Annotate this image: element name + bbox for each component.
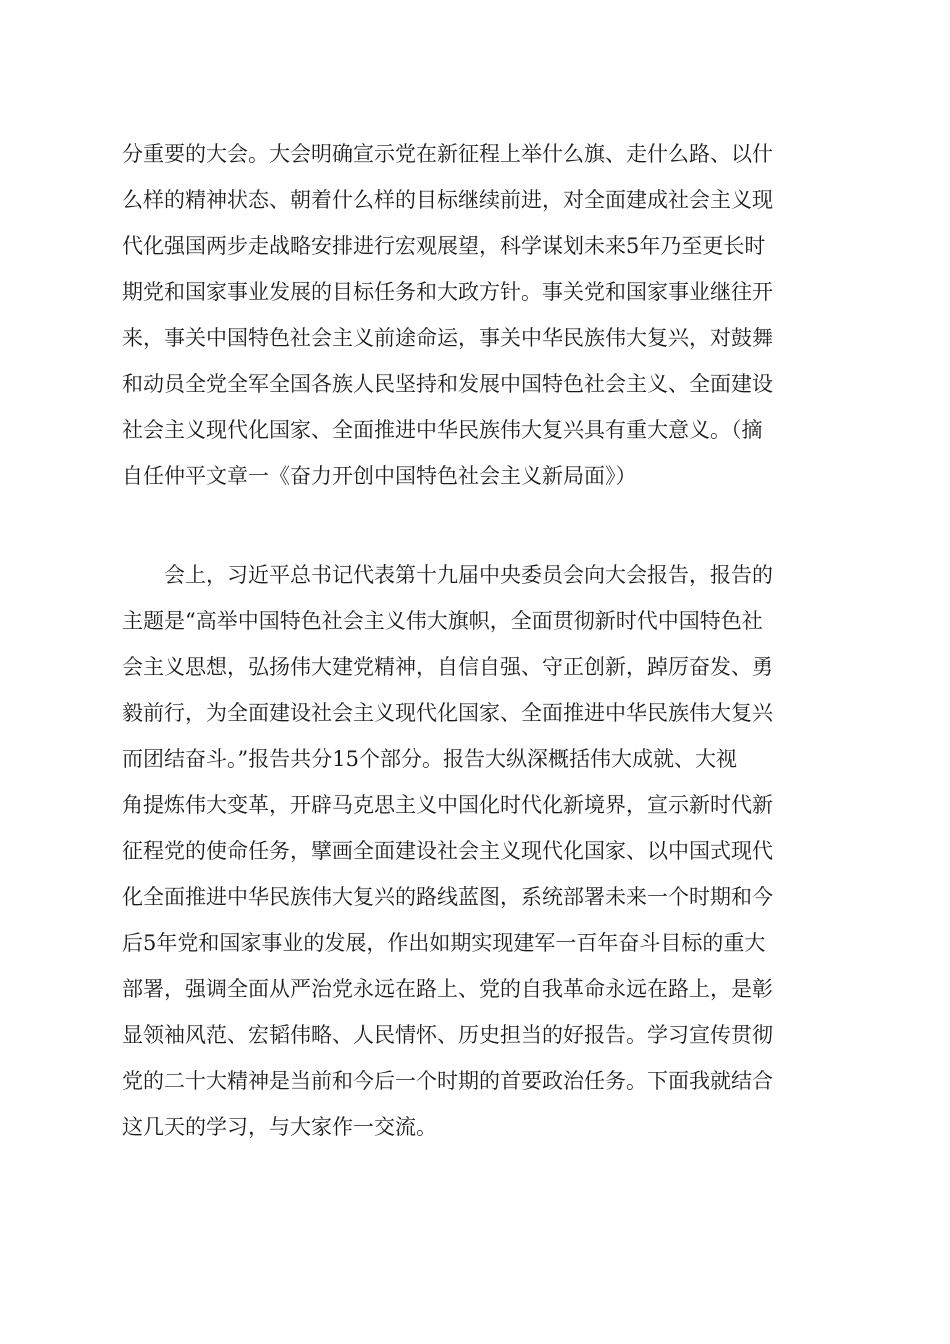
paragraph-line: 来，事关中国特色社会主义前途命运，事关中华民族伟大复兴，对鼓舞 <box>122 326 773 350</box>
paragraph-line: 征程党的使命任务，擘画全面建设社会主义现代化国家、以中国式现代 <box>122 839 773 863</box>
paragraph-line: 会主义思想，弘扬伟大建党精神，自信自强、守正创新，踔厉奋发、勇 <box>122 655 773 679</box>
paragraph-line: 么样的精神状态、朝着什么样的目标继续前进，对全面建成社会主义现 <box>122 188 773 212</box>
paragraph-line: 党的二十大精神是当前和今后一个时期的首要政治任务。下面我就结合 <box>122 1069 773 1093</box>
paragraph-line: 自任仲平文章一《奋力开创中国特色社会主义新局面》） <box>122 464 637 488</box>
paragraph-line: 这几天的学习，与大家作一交流。 <box>122 1115 437 1139</box>
paragraph-line: 社会主义现代化国家、全面推进中华民族伟大复兴具有重大意义。（摘 <box>122 418 763 442</box>
paragraph-line: 化全面推进中华民族伟大复兴的路线蓝图，系统部署未来一个时期和今 <box>122 885 773 909</box>
paragraph-line: 部署，强调全面从严治党永远在路上、党的自我革命永远在路上，是彰 <box>122 977 773 1001</box>
paragraph-line: 会上，习近平总书记代表第十九届中央委员会向大会报告，报告的 <box>164 563 773 587</box>
paragraph-line: 分重要的大会。大会明确宣示党在新征程上举什么旗、走什么路、以什 <box>122 142 773 166</box>
paragraph-line: 后5年党和国家事业的发展，作出如期实现建军一百年奋斗目标的重大 <box>122 931 766 955</box>
paragraph-line: 角提炼伟大变革，开辟马克思主义中国化时代化新境界，宣示新时代新 <box>122 793 773 817</box>
paragraph-line: 毅前行，为全面建设社会主义现代化国家、全面推进中华民族伟大复兴 <box>122 701 773 725</box>
paragraph-line: 期党和国家事业发展的目标任务和大政方针。事关党和国家事业继往开 <box>122 280 773 304</box>
paragraph-line: 和动员全党全军全国各族人民坚持和发展中国特色社会主义、全面建设 <box>122 372 773 396</box>
paragraph-line: 主题是“高举中国特色社会主义伟大旗帜，全面贯彻新时代中国特色社 <box>122 609 763 633</box>
paragraph-line: 代化强国两步走战略安排进行宏观展望，科学谋划未来5年乃至更长时 <box>122 234 766 258</box>
paragraph-line: 而团结奋斗。”报告共分15个部分。报告大纵深概括伟大成就、大视 <box>122 747 737 771</box>
paragraph-line: 显领袖风范、宏韬伟略、人民情怀、历史担当的好报告。学习宣传贯彻 <box>122 1023 773 1047</box>
